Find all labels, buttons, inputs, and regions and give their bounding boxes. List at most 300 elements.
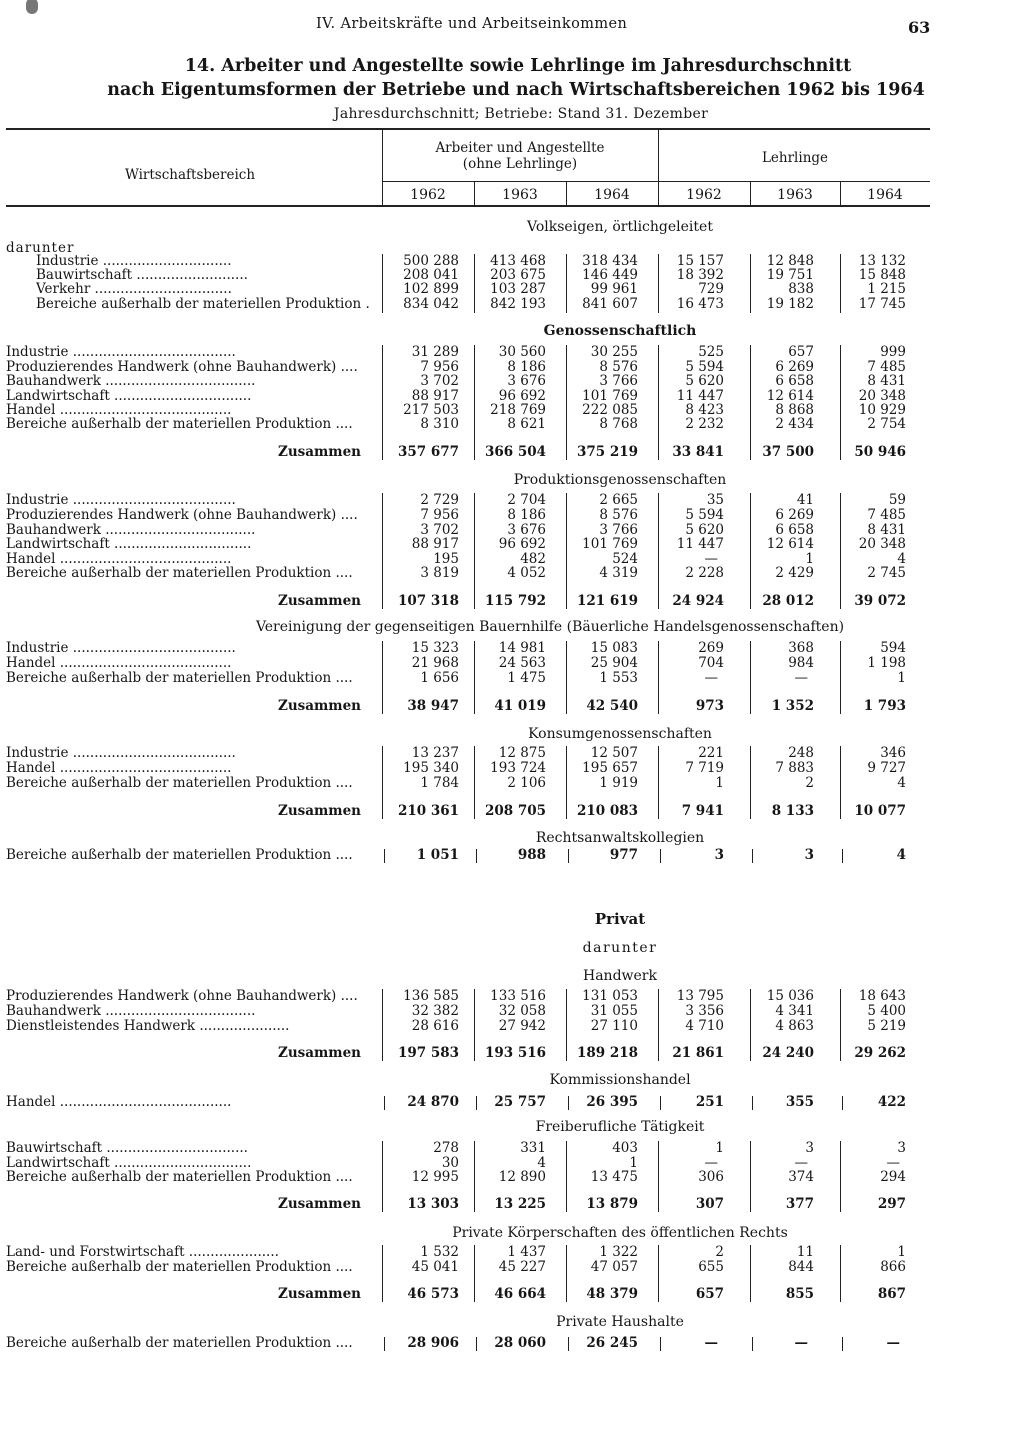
cell-value: 88 917 (411, 388, 459, 404)
inline-rule (384, 1096, 385, 1110)
total-label: Zusammen (278, 1286, 361, 1302)
section-heading: Freiberufliche Tätigkeit (535, 1119, 705, 1135)
cell-value: 24 870 (407, 1094, 459, 1110)
cell-value: 500 288 (403, 253, 459, 269)
year-header: 1963 (502, 187, 538, 203)
cell-value: 5 594 (685, 507, 724, 523)
row-label: Verkehr ................................ (36, 282, 232, 297)
cell-value: 1 (897, 670, 906, 686)
inline-rule (752, 1337, 753, 1351)
row-label: Bereiche außerhalb der materiellen Produktion .... (6, 566, 353, 581)
cell-value: 20 348 (858, 388, 906, 404)
cell-value: 8 576 (599, 359, 638, 375)
cell-value: 1 051 (416, 847, 459, 863)
cell-value: 5 620 (685, 522, 724, 538)
section-heading: Private Haushalte (556, 1314, 684, 1330)
cell-value: 294 (880, 1169, 906, 1185)
section-prefix: darunter (582, 940, 658, 956)
total-value: 297 (877, 1196, 906, 1212)
row-label: Industrie ...................................... (6, 493, 236, 508)
cell-value: 4 (897, 551, 906, 567)
inline-rule (842, 1096, 843, 1110)
cell-value: 30 560 (498, 344, 546, 360)
total-value: 197 583 (397, 1045, 459, 1061)
section-prefix: darunter (6, 241, 75, 256)
row-label: Handel ........................................ (6, 552, 232, 567)
cell-value: 3 676 (507, 522, 546, 538)
section-heading: Private Körperschaften des öffentlichen Rechts (452, 1225, 788, 1241)
total-value: 37 500 (762, 444, 814, 460)
total-value: 48 379 (586, 1286, 638, 1302)
cell-value: 195 (433, 551, 459, 567)
cell-value: — (704, 551, 718, 567)
cell-value: 413 468 (490, 253, 546, 269)
cell-value: 8 621 (507, 416, 546, 432)
cell-value: 6 269 (775, 359, 814, 375)
cell-value: 525 (698, 344, 724, 360)
header-year-rule (382, 181, 930, 182)
cell-value: 704 (698, 655, 724, 671)
cell-value: 7 719 (685, 760, 724, 776)
group-header-apprentices: Lehrlinge (761, 150, 829, 166)
cell-value: 15 848 (858, 267, 906, 283)
inline-rule (842, 849, 843, 863)
cell-value: 248 (788, 745, 814, 761)
cell-value: 346 (880, 745, 906, 761)
cell-value: 4 (537, 1155, 546, 1171)
cell-value: 18 392 (676, 267, 724, 283)
cell-value: 2 429 (775, 565, 814, 581)
cell-value: 838 (788, 281, 814, 297)
cell-value: 8 310 (420, 416, 459, 432)
cell-value: 2 754 (867, 416, 906, 432)
cell-value: 1 784 (420, 775, 459, 791)
row-label: Bereiche außerhalb der materiellen Produktion .... (6, 848, 353, 863)
group-header-employees-line1: Arbeiter und Angestellte (435, 140, 605, 156)
cell-value: 11 (796, 1244, 814, 1260)
cell-value: 102 899 (403, 281, 459, 297)
cell-value: 5 219 (867, 1018, 906, 1034)
cell-value: 5 594 (685, 359, 724, 375)
cell-value: 8 431 (867, 373, 906, 389)
cell-value: 101 769 (582, 536, 638, 552)
cell-value: 3 (714, 847, 724, 863)
cell-value: 8 768 (599, 416, 638, 432)
cell-value: 12 995 (411, 1169, 459, 1185)
cell-value: 4 710 (685, 1018, 724, 1034)
row-label: Bauhandwerk ................................... (6, 523, 256, 538)
cell-value: 12 507 (590, 745, 638, 761)
row-label-header: Wirtschaftsbereich (124, 167, 256, 183)
cell-value: — (794, 670, 808, 686)
cell-value: 2 434 (775, 416, 814, 432)
total-value: 210 083 (576, 803, 638, 819)
cell-value: 193 724 (490, 760, 546, 776)
cell-value: 13 132 (858, 253, 906, 269)
cell-value: 26 395 (586, 1094, 638, 1110)
total-value: 855 (785, 1286, 814, 1302)
cell-value: 2 745 (867, 565, 906, 581)
total-value: 46 573 (407, 1286, 459, 1302)
cell-value: 18 643 (858, 988, 906, 1004)
cell-value: 1 198 (867, 655, 906, 671)
total-label: Zusammen (278, 444, 361, 460)
row-label: Handel ........................................ (6, 761, 232, 776)
cell-value: 136 585 (403, 988, 459, 1004)
row-label: Handel ........................................ (6, 1095, 232, 1110)
cell-value: 15 157 (676, 253, 724, 269)
cell-value: 7 956 (420, 359, 459, 375)
cell-value: 47 057 (590, 1259, 638, 1275)
cell-value: 5 400 (867, 1003, 906, 1019)
row-label: Industrie ...................................... (6, 746, 236, 761)
row-label: Bauhandwerk ................................... (6, 374, 256, 389)
cell-value: 4 052 (507, 565, 546, 581)
cell-value: 9 727 (867, 760, 906, 776)
row-label: Landwirtschaft ................................ (6, 537, 252, 552)
cell-value: 32 382 (411, 1003, 459, 1019)
total-value: 24 924 (672, 593, 724, 609)
cell-value: 1 (629, 1155, 638, 1171)
cell-value: 19 182 (766, 296, 814, 312)
row-label: Bereiche außerhalb der materiellen Produktion .... (6, 1170, 353, 1185)
cell-value: 131 053 (582, 988, 638, 1004)
year-header: 1963 (777, 187, 813, 203)
cell-value: 15 323 (411, 640, 459, 656)
row-label: Handel ........................................ (6, 403, 232, 418)
cell-value: 834 042 (403, 296, 459, 312)
section-heading: Volkseigen, örtlichgeleitet (527, 219, 713, 235)
cell-value: 221 (698, 745, 724, 761)
cell-value: 1 322 (599, 1244, 638, 1260)
cell-value: 3 676 (507, 373, 546, 389)
row-label: Bauhandwerk ................................... (6, 1004, 256, 1019)
cell-value: 15 083 (590, 640, 638, 656)
cell-value: 524 (612, 551, 638, 567)
inline-rule (842, 1337, 843, 1351)
cell-value: 2 729 (420, 492, 459, 508)
cell-value: 59 (888, 492, 906, 508)
total-value: 115 792 (484, 593, 546, 609)
cell-value: 3 (897, 1140, 906, 1156)
section-heading: Konsumgenossenschaften (528, 726, 712, 742)
total-value: 8 133 (771, 803, 814, 819)
cell-value: 2 (715, 1244, 724, 1260)
cell-value: 988 (517, 847, 546, 863)
cell-value: — (886, 1155, 900, 1171)
total-value: 46 664 (494, 1286, 546, 1302)
cell-value: 10 929 (858, 402, 906, 418)
cell-value: 16 473 (676, 296, 724, 312)
year-header: 1962 (686, 187, 722, 203)
cell-value: 12 890 (498, 1169, 546, 1185)
cell-value: 208 041 (403, 267, 459, 283)
section-heading: Produktionsgenossenschaften (513, 472, 727, 488)
cell-value: 403 (612, 1140, 638, 1156)
inline-rule (660, 1096, 661, 1110)
cell-value: 368 (788, 640, 814, 656)
row-label: Produzierendes Handwerk (ohne Bauhandwerk) .... (6, 989, 358, 1004)
total-value: 13 225 (494, 1196, 546, 1212)
cell-value: 278 (433, 1140, 459, 1156)
inline-rule (476, 1337, 477, 1351)
cell-value: — (794, 1335, 808, 1351)
total-value: 307 (695, 1196, 724, 1212)
row-label: Landwirtschaft ................................ (6, 389, 252, 404)
section-heading: Privat (594, 910, 646, 928)
row-label: Bereiche außerhalb der materiellen Produktion .... (6, 671, 353, 686)
cell-value: 842 193 (490, 296, 546, 312)
row-label: Land- und Forstwirtschaft ..................... (6, 1245, 279, 1260)
cell-value: 30 (441, 1155, 459, 1171)
cell-value: 7 485 (867, 359, 906, 375)
total-value: 1 352 (771, 698, 814, 714)
total-value: 208 705 (484, 803, 546, 819)
row-label: Bereiche außerhalb der materiellen Produktion . (36, 297, 370, 312)
cell-value: 594 (880, 640, 906, 656)
cell-value: 2 704 (507, 492, 546, 508)
cell-value: 655 (698, 1259, 724, 1275)
cell-value: 4 863 (775, 1018, 814, 1034)
cell-value: 13 237 (411, 745, 459, 761)
cell-value: 1 437 (507, 1244, 546, 1260)
cell-value: 25 904 (590, 655, 638, 671)
cell-value: 28 060 (494, 1335, 546, 1351)
section-heading: Handwerk (583, 968, 657, 984)
cell-value: 28 616 (411, 1018, 459, 1034)
inline-rule (568, 1096, 569, 1110)
group-header-employees (384, 140, 656, 172)
total-label: Zusammen (278, 803, 361, 819)
cell-value: 2 228 (685, 565, 724, 581)
cell-value: 12 875 (498, 745, 546, 761)
inline-rule (752, 849, 753, 863)
cell-value: 8 423 (685, 402, 724, 418)
inline-rule (384, 849, 385, 863)
total-value: 657 (695, 1286, 724, 1302)
cell-value: 99 961 (590, 281, 638, 297)
cell-value: 217 503 (403, 402, 459, 418)
cell-value: — (704, 670, 718, 686)
cell-value: 841 607 (582, 296, 638, 312)
cell-value: 6 658 (775, 522, 814, 538)
cell-value: 103 287 (490, 281, 546, 297)
total-value: 375 219 (576, 444, 638, 460)
running-head: IV. Arbeitskräfte und Arbeitseinkommen (316, 16, 628, 32)
cell-value: 15 036 (766, 988, 814, 1004)
cell-value: 6 658 (775, 373, 814, 389)
cell-value: 866 (880, 1259, 906, 1275)
cell-value: 2 (805, 775, 814, 791)
cell-value: 195 340 (403, 760, 459, 776)
cell-value: 88 917 (411, 536, 459, 552)
cell-value: 24 563 (498, 655, 546, 671)
cell-value: 96 692 (498, 536, 546, 552)
total-label: Zusammen (278, 698, 361, 714)
cell-value: 999 (880, 344, 906, 360)
inline-rule (660, 849, 661, 863)
cell-value: 374 (788, 1169, 814, 1185)
year-header: 1962 (410, 187, 446, 203)
cell-value: 4 341 (775, 1003, 814, 1019)
cell-value: 3 702 (420, 522, 459, 538)
total-value: 50 946 (854, 444, 906, 460)
cell-value: 1 (897, 1244, 906, 1260)
cell-value: 1 (805, 551, 814, 567)
table-title-line1: 14. Arbeiter und Angestellte sowie Lehrlinge im Jahresdurchschnitt (184, 56, 852, 76)
row-label: Bereiche außerhalb der materiellen Produktion .... (6, 776, 353, 791)
year-header: 1964 (594, 187, 630, 203)
cell-value: 422 (877, 1094, 906, 1110)
inline-rule (476, 849, 477, 863)
total-value: 24 240 (762, 1045, 814, 1061)
row-label: Landwirtschaft ................................ (6, 1156, 252, 1171)
cell-value: 20 348 (858, 536, 906, 552)
total-value: 357 677 (397, 444, 459, 460)
cell-value: 984 (788, 655, 814, 671)
total-value: 10 077 (854, 803, 906, 819)
total-value: 210 361 (397, 803, 459, 819)
total-value: 13 303 (407, 1196, 459, 1212)
cell-value: 8 868 (775, 402, 814, 418)
row-label: Industrie .............................. (36, 254, 232, 269)
inline-rule (476, 1096, 477, 1110)
cell-value: 14 981 (498, 640, 546, 656)
cell-value: 8 431 (867, 522, 906, 538)
cell-value: 8 186 (507, 507, 546, 523)
cell-value: 13 475 (590, 1169, 638, 1185)
cell-value: 3 (805, 1140, 814, 1156)
row-label: Industrie ...................................... (6, 345, 236, 360)
total-value: 366 504 (484, 444, 546, 460)
row-label: Industrie ...................................... (6, 641, 236, 656)
cell-value: 12 848 (766, 253, 814, 269)
cell-value: 1 215 (867, 281, 906, 297)
cell-value: 1 553 (599, 670, 638, 686)
row-label: Bereiche außerhalb der materiellen Produktion .... (6, 1336, 353, 1351)
cell-value: 17 745 (858, 296, 906, 312)
cell-value: 331 (520, 1140, 546, 1156)
cell-value: 4 (896, 847, 906, 863)
row-label: Bauwirtschaft ................................. (6, 1141, 248, 1156)
cell-value: 146 449 (582, 267, 638, 283)
cell-value: 222 085 (582, 402, 638, 418)
cell-value: 3 766 (599, 522, 638, 538)
row-label: Produzierendes Handwerk (ohne Bauhandwerk) .... (6, 360, 358, 375)
cell-value: 1 (715, 1140, 724, 1156)
cell-value: 195 657 (582, 760, 638, 776)
inline-rule (384, 1337, 385, 1351)
cell-value: 12 614 (766, 536, 814, 552)
cell-value: 133 516 (490, 988, 546, 1004)
cell-value: 3 356 (685, 1003, 724, 1019)
cell-value: 482 (520, 551, 546, 567)
cell-value: 306 (698, 1169, 724, 1185)
cell-value: 8 186 (507, 359, 546, 375)
cell-value: 45 041 (411, 1259, 459, 1275)
section-heading: Rechtsanwaltskollegien (535, 830, 705, 846)
cell-value: 11 447 (676, 388, 724, 404)
cell-value: 11 447 (676, 536, 724, 552)
cell-value: 26 245 (586, 1335, 638, 1351)
section-heading: Genossenschaftlich (543, 323, 697, 339)
cell-value: 3 702 (420, 373, 459, 389)
total-value: 189 218 (576, 1045, 638, 1061)
row-label: Produzierendes Handwerk (ohne Bauhandwerk) .... (6, 508, 358, 523)
cell-value: 269 (698, 640, 724, 656)
cell-value: 1 656 (420, 670, 459, 686)
total-value: 38 947 (407, 698, 459, 714)
cell-value: 729 (698, 281, 724, 297)
cell-value: 318 434 (582, 253, 638, 269)
cell-value: 27 110 (590, 1018, 638, 1034)
group-header-employees-line2: (ohne Lehrlinge) (462, 156, 578, 172)
row-label: Bereiche außerhalb der materiellen Produktion .... (6, 417, 353, 432)
total-value: 867 (877, 1286, 906, 1302)
total-value: 33 841 (672, 444, 724, 460)
row-label: Bereiche außerhalb der materiellen Produktion .... (6, 1260, 353, 1275)
cell-value: — (886, 1335, 900, 1351)
cell-value: 12 614 (766, 388, 814, 404)
page-smudge (26, 0, 38, 14)
table-subtitle: Jahresdurchschnitt; Betriebe: Stand 31. Dezember (333, 106, 709, 122)
cell-value: 3 819 (420, 565, 459, 581)
cell-value: 2 232 (685, 416, 724, 432)
cell-value: 1 475 (507, 670, 546, 686)
cell-value: 25 757 (494, 1094, 546, 1110)
total-value: 377 (785, 1196, 814, 1212)
header-bottom-rule (6, 205, 930, 207)
total-value: 13 879 (586, 1196, 638, 1212)
total-value: 107 318 (397, 593, 459, 609)
cell-value: 8 576 (599, 507, 638, 523)
total-value: 7 941 (681, 803, 724, 819)
total-value: 193 516 (484, 1045, 546, 1061)
cell-value: 218 769 (490, 402, 546, 418)
total-value: 121 619 (576, 593, 638, 609)
cell-value: — (704, 1335, 718, 1351)
total-label: Zusammen (278, 1196, 361, 1212)
cell-value: — (704, 1155, 718, 1171)
page-number: 63 (908, 18, 931, 37)
cell-value: 19 751 (766, 267, 814, 283)
total-value: 39 072 (854, 593, 906, 609)
cell-value: 21 968 (411, 655, 459, 671)
cell-value: 657 (788, 344, 814, 360)
cell-value: 977 (609, 847, 638, 863)
cell-value: 251 (695, 1094, 724, 1110)
row-label: Dienstleistendes Handwerk ..................... (6, 1019, 290, 1034)
total-value: 28 012 (762, 593, 814, 609)
cell-value: 45 227 (498, 1259, 546, 1275)
cell-value: 13 795 (676, 988, 724, 1004)
cell-value: 30 255 (590, 344, 638, 360)
total-value: 29 262 (854, 1045, 906, 1061)
cell-value: 35 (706, 492, 724, 508)
cell-value: 1 532 (420, 1244, 459, 1260)
cell-value: 5 620 (685, 373, 724, 389)
total-label: Zusammen (278, 1045, 361, 1061)
section-heading: Vereinigung der gegenseitigen Bauernhilfe (Bäuerliche Handelsgenossenschaften) (255, 619, 845, 635)
cell-value: 7 956 (420, 507, 459, 523)
cell-value: 1 (715, 775, 724, 791)
cell-value: 6 269 (775, 507, 814, 523)
cell-value: 844 (788, 1259, 814, 1275)
total-value: 41 019 (494, 698, 546, 714)
cell-value: 32 058 (498, 1003, 546, 1019)
cell-value: 4 (897, 775, 906, 791)
row-label: Bauwirtschaft .......................... (36, 268, 248, 283)
